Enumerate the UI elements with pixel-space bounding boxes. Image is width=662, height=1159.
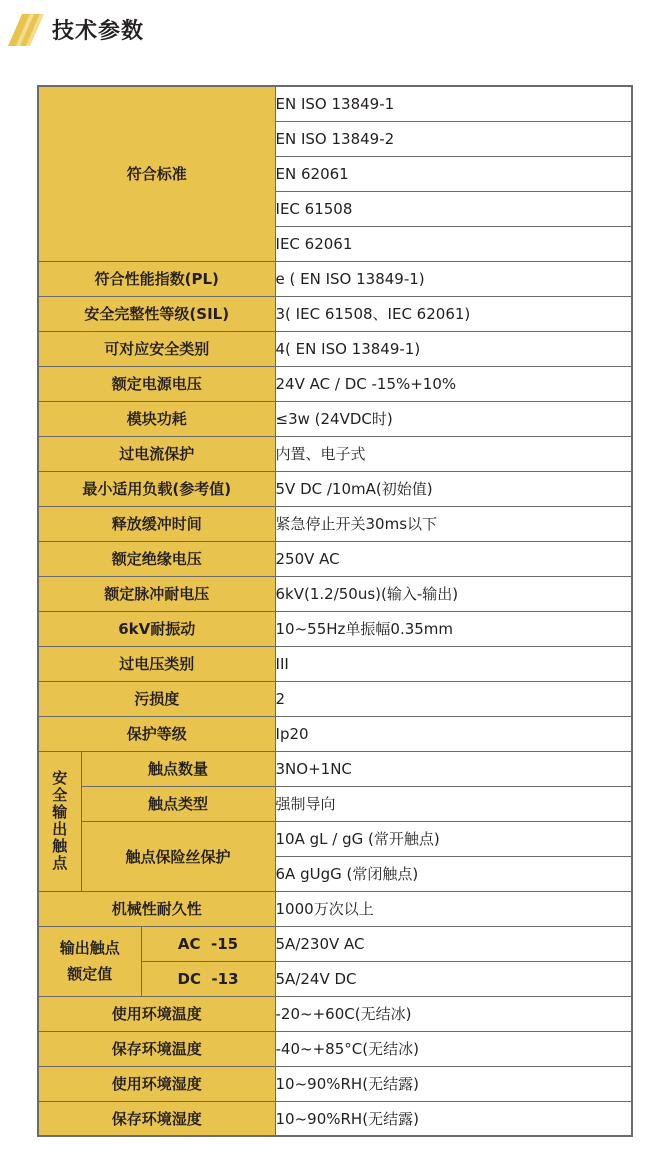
spec-value-overcurrent: 内置、电子式 xyxy=(275,436,632,471)
rated-output-label xyxy=(38,926,141,996)
rated-dc-value: 5A/24V DC xyxy=(275,961,632,996)
rated-ac-value: 5A/230V AC xyxy=(275,926,632,961)
spec-value-overvoltage: III xyxy=(275,646,632,681)
spec-label-pollution: 污损度 xyxy=(38,681,275,716)
fuse-protection-label: 触点保险丝保护 xyxy=(81,821,275,891)
spec-value-category: 4( EN ISO 13849-1) xyxy=(275,331,632,366)
spec-value-sil: 3( IEC 61508、IEC 62061) xyxy=(275,296,632,331)
spec-label-storage-temp: 保存环境温度 xyxy=(38,1031,275,1066)
fuse-value-no: 10A gL / gG (常开触点) xyxy=(275,821,632,856)
durability-value: 1000万次以上 xyxy=(275,891,632,926)
durability-label: 机械性耐久性 xyxy=(38,891,275,926)
rated-output-label-line1: 输出触点 xyxy=(59,939,120,957)
spec-value-protection: Ip20 xyxy=(275,716,632,751)
standard-value: EN ISO 13849-1 xyxy=(275,86,632,121)
contact-count-label: 触点数量 xyxy=(81,751,275,786)
spec-label-power: 模块功耗 xyxy=(38,401,275,436)
spec-label-operating-temp: 使用环境温度 xyxy=(38,996,275,1031)
spec-value-power: ≤3w (24VDC时) xyxy=(275,401,632,436)
spec-value-operating-temp: -20~+60C(无结冰) xyxy=(275,996,632,1031)
spec-label-storage-humidity: 保存环境湿度 xyxy=(38,1101,275,1136)
standard-value: EN ISO 13849-2 xyxy=(275,121,632,156)
safety-output-group-label: 安 全 输 出 触 点 xyxy=(38,751,81,891)
spec-value-insulation: 250V AC xyxy=(275,541,632,576)
standards-label: 符合标准 xyxy=(38,86,275,261)
spec-label-category: 可对应安全类别 xyxy=(38,331,275,366)
fuse-value-nc: 6A gUgG (常闭触点) xyxy=(275,856,632,891)
spec-label-impulse: 额定脉冲耐电压 xyxy=(38,576,275,611)
contact-type-label: 触点类型 xyxy=(81,786,275,821)
spec-label-operating-humidity: 使用环境湿度 xyxy=(38,1066,275,1101)
standard-value: IEC 61508 xyxy=(275,191,632,226)
spec-value-min-load: 5V DC /10mA(初始值) xyxy=(275,471,632,506)
contact-type-value: 强制导向 xyxy=(275,786,632,821)
rated-ac-label: AC -15 xyxy=(141,926,275,961)
spec-table xyxy=(37,85,633,1137)
spec-label-voltage: 额定电源电压 xyxy=(38,366,275,401)
standard-value: IEC 62061 xyxy=(275,226,632,261)
spec-label-overvoltage: 过电压类别 xyxy=(38,646,275,681)
spec-value-pl: e ( EN ISO 13849-1) xyxy=(275,261,632,296)
spec-value-release: 紧急停止开关30ms以下 xyxy=(275,506,632,541)
spec-label-min-load: 最小适用负载(参考值) xyxy=(38,471,275,506)
spec-label-release: 释放缓冲时间 xyxy=(38,506,275,541)
spec-value-pollution: 2 xyxy=(275,681,632,716)
spec-label-vibration: 6kV耐振动 xyxy=(38,611,275,646)
spec-value-voltage: 24V AC / DC -15%+10% xyxy=(275,366,632,401)
contact-count-value: 3NO+1NC xyxy=(275,751,632,786)
page-title: 技术参数 xyxy=(52,19,145,44)
standard-value: EN 62061 xyxy=(275,156,632,191)
section-header xyxy=(0,0,662,64)
spec-value-operating-humidity: 10~90%RH(无结露) xyxy=(275,1066,632,1101)
spec-label-sil: 安全完整性等级(SIL) xyxy=(38,296,275,331)
spec-value-storage-humidity: 10~90%RH(无结露) xyxy=(275,1101,632,1136)
spec-value-impulse: 6kV(1.2/50us)(输入-输出) xyxy=(275,576,632,611)
stripes-logo-icon xyxy=(8,12,44,48)
spec-label-pl: 符合性能指数(PL) xyxy=(38,261,275,296)
spec-label-overcurrent: 过电流保护 xyxy=(38,436,275,471)
spec-label-protection: 保护等级 xyxy=(38,716,275,751)
spec-label-insulation: 额定绝缘电压 xyxy=(38,541,275,576)
spec-value-vibration: 10~55Hz单振幅0.35mm xyxy=(275,611,632,646)
rated-output-label-line2: 额定值 xyxy=(67,965,113,983)
rated-dc-label: DC -13 xyxy=(141,961,275,996)
spec-value-storage-temp: -40~+85°C(无结冰) xyxy=(275,1031,632,1066)
